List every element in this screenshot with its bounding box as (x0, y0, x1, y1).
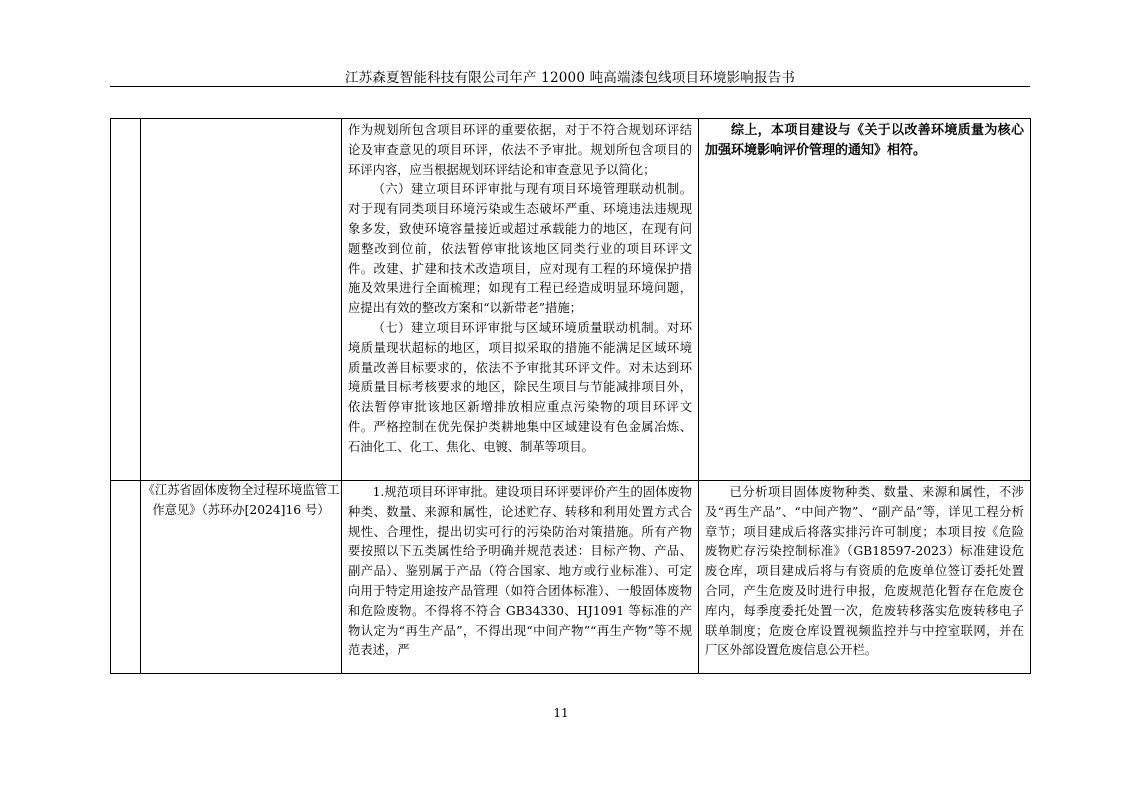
page-header-title: 江苏森夏智能科技有限公司年产 12000 吨高端漆包线项目环境影响报告书 (344, 70, 796, 86)
header-rule (110, 86, 1030, 87)
requirement-paragraph: （六）建立项目环评审批与现有项目环境管理联动机制。对于现有同类项目环境污染或生态破坏严重、环境违法违规现象多发，致使环境容量接近或超过承载能力的地区，在现有问题整改到位前，依法暂停审批该地区同类行业的项目环评文件。改建、扩建和技术改造项目，应对现有工程的环境保护措施及效果进行全面梳理；如现有工程已经造成明显环境问题，应提出有效的整改方案和“以新带老”措施； (348, 182, 692, 316)
table-row (111, 119, 1031, 481)
analysis-cell (699, 481, 1031, 674)
policy-cell: 《江苏省固体废物全过程环境监管工作意见》（苏环办[2024]16 号） (141, 481, 342, 674)
compliance-table (110, 118, 1031, 674)
table-row (111, 481, 1031, 674)
requirement-cell (342, 481, 699, 674)
category-cell (111, 119, 141, 481)
analysis-text: 已分析项目固体废物种类、数量、来源和属性，不涉及“再生产品”、“中间产物”、“副产品”等，详见工程分析章节；项目建成后将落实排污许可制度；本项目按《危险废物贮存污染控制标准》（GB18597-2023）标准建设危废仓库，项目建成后将与有资质的危废单位签订委托处置合同，产生危废及时进行申报，危废规范化暂存在危废仓库内，每季度委托处置一次，危废转移落实危废转移电子联单制度；危废仓库设置视频监控并与中控室联网，并在厂区外部设置危废信息公开栏。 (705, 485, 1024, 658)
requirement-paragraph: 1.规范项目环评审批。建设项目环评要评价产生的固体废物种类、数量、来源和属性，论述贮存、转移和利用处置方式合规性、合理性，提出切实可行的污染防治对策措施。所有产物要按照以下五类属性给予明确并规范表述：目标产物、产品、副产品）、鉴别属于产品（符合国家、地方或行业标准）、可定向用于特定用途按产品管理（如符合团体标准）、一般固体废物和危险废物。不得将不符合 GB34330、HJ1091 等标准的产物认定为“再生产品”，不得出现“中间产物”“再生产物”等不规范表述，严 (348, 485, 692, 658)
analysis-cell (699, 119, 1031, 481)
requirement-cell (342, 119, 699, 481)
policy-cell (141, 119, 342, 481)
requirement-paragraph: 作为规划所包含项目环评的重要依据，对于不符合规划环评结论及审查意见的项目环评，依法不予审批。规划所包含项目的环评内容，应当根据规划环评结论和审查意见予以简化； (348, 123, 692, 177)
analysis-conclusion: 综上，本项目建设与《关于以改善环境质量为核心加强环境影响评价管理的通知》相符。 (705, 123, 1024, 158)
category-cell (111, 481, 141, 674)
requirement-paragraph: （七）建立项目环评审批与区域环境质量联动机制。对环境质量现状超标的地区，项目拟采取的措施不能满足区域环境质量改善目标要求的，依法不予审批其环评文件。对未达到环境质量目标考核要求的地区，除民生项目与节能减排项目外，依法暂停审批该地区新增排放相应重点污染物的项目环评文件。严格控制在优先保护类耕地集中区域建设有色金属冶炼、石油化工、化工、焦化、电镀、制革等项目。 (348, 320, 692, 454)
page-number: 11 (553, 706, 569, 720)
